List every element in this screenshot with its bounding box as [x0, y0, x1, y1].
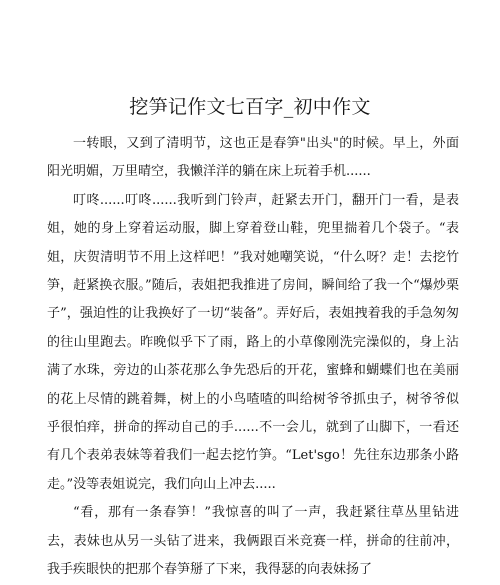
page-title: 挖笋记作文七百字_初中作文 [129, 96, 371, 118]
paragraph: 叮咚......叮咚......我听到门铃声，赶紧去开门，翻开门一看，是表姐，她的身上穿着运动服，脚上穿着登山鞋，兜里揣着几个袋子。“表姐，庆贺清明节不用上这样吧！”我对她嘲笑说，“什么呀？走！去挖竹笋，赶紧换衣服。”随后，表姐把我推进了房间，瞬间给了我一个“爆炒栗子”，强迫性的让我换好了一切“装备”。弄好后，表姐拽着我的手急匆匆的往山里跑去。昨晚似乎下了雨，路上的小草像刚洗完澡似的，身上沾满了水珠，旁边的山茶花那么争先恐后的开花，蜜蜂和蝴蝶们也在美丽的花上尽情的跳着舞，树上的小鸟喳喳的叫给树爷爷抓虫子，树爷爷似乎很怕痒，拼命的挥动自己的手......不一会儿，就到了山脚下，一看还有几个表弟表妹等着我们一起去挖竹笋。“Let'sgo！先往东边那条小路走。”没等表姐说完，我们向山上冲去..... [47, 192, 459, 492]
paragraph: “看，那有一条春笋！”我惊喜的叫了一声，我赶紧往草丛里钻进去，表妹也从另一头钻了进来，我俩跟百米竞赛一样，拼命的往前冲，我手疾眼快的把那个春笋掰了下来，我得瑟的向表妹扬了 [47, 505, 459, 578]
paragraph: 一转眼，又到了清明节，这也正是春笋"出头"的时候。早上，外面阳光明媚，万里晴空，我懒洋洋的躺在床上玩着手机...... [47, 136, 459, 180]
article-body [47, 130, 459, 585]
